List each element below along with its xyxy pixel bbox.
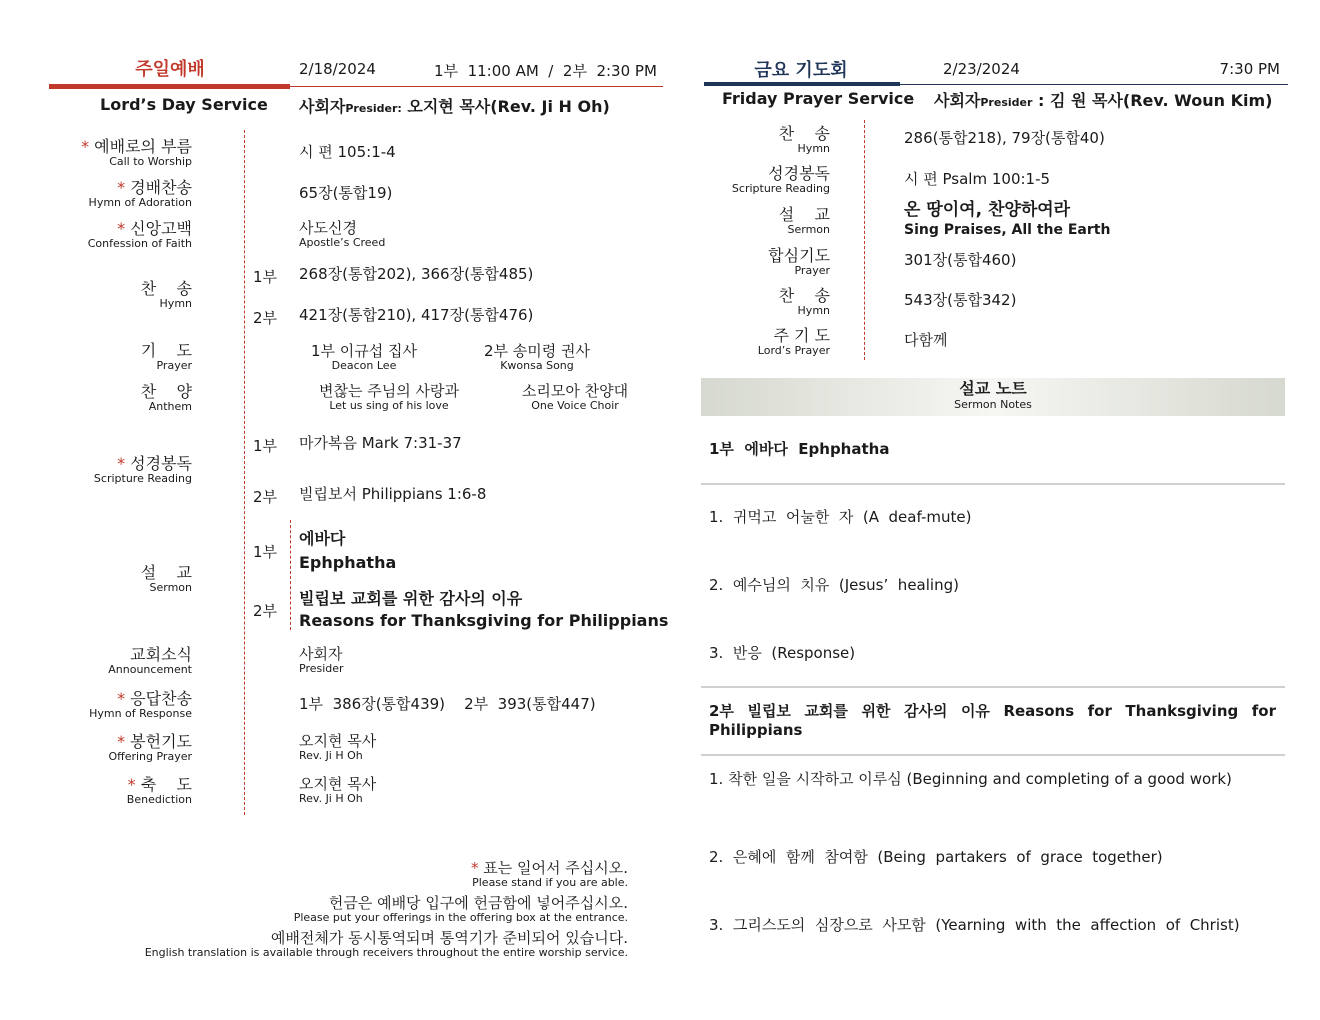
footnote-en: English translation is available through receivers throughout the entire worship service. <box>144 946 628 959</box>
friday-presider <box>934 88 1272 111</box>
note-point: 1. 귀먹고 어눌한 자 (A deaf-mute) <box>709 508 972 526</box>
part-label: 1부 <box>253 437 278 455</box>
order-value: 빌립보서 Philippians 1:6-8 <box>299 485 487 503</box>
order-offering-prayer <box>50 733 192 763</box>
divider <box>701 754 1285 756</box>
footnote-ko: 예배전체가 동시통역되며 통역기가 준비되어 있습니다. <box>270 929 628 947</box>
order-label-ko: 설 교 <box>140 563 192 582</box>
friday-date: 2/23/2024 <box>943 60 1020 78</box>
order-label-en: Lord’s Prayer <box>757 344 830 357</box>
note-point: 2. 은혜에 함께 참여함 (Being partakers of grace together) <box>709 848 1163 866</box>
friday-prayer <box>702 247 830 277</box>
order-value-en: Presider <box>299 662 344 675</box>
divider <box>701 483 1285 485</box>
presider-label-en: Presider: <box>345 102 402 115</box>
footnotes <box>120 859 628 959</box>
footnote-en: Please put your offerings in the offering box at the entrance. <box>293 911 628 924</box>
friday-header-rule <box>900 84 1288 85</box>
order-value <box>299 733 376 762</box>
order-sermon <box>50 564 192 594</box>
order-label-ko: 신앙고백 <box>130 219 192 238</box>
friday-sermon-title <box>904 200 1110 240</box>
order-label-en: Sermon <box>149 581 192 594</box>
order-value: 268장(통합202), 366장(통합485) <box>299 265 534 283</box>
order-prayer <box>50 342 192 372</box>
friday-title-bar <box>704 82 900 86</box>
order-value-en: Deacon Lee <box>331 359 397 372</box>
order-label-en: Prayer <box>794 264 830 277</box>
order-call-to-worship <box>50 138 192 168</box>
sermon-title-ko: 빌립보 교회를 위한 감사의 이유 <box>299 589 523 608</box>
order-label-ko: 합심기도 <box>768 246 830 265</box>
sermon-title-en: Sing Praises, All the Earth <box>904 222 1111 238</box>
sermon-notes-subtitle: Sermon Notes <box>954 398 1032 411</box>
presider-label: 사회자 <box>934 91 981 110</box>
sermon-title-en: Ephphatha <box>299 553 397 572</box>
sermon-2 <box>299 588 668 632</box>
order-label-en: Announcement <box>108 663 192 676</box>
order-value-en: Rev. Ji H Oh <box>299 749 363 762</box>
sermon-notes-title: 설교 노트 <box>959 379 1027 398</box>
order-value-en: Rev. Ji H Oh <box>299 792 363 805</box>
sermon-title-en: Reasons for Thanksgiving for Philippians <box>299 611 669 630</box>
friday-hymn-1 <box>702 125 830 155</box>
order-label-en: Hymn of Adoration <box>88 196 192 209</box>
sermon-title-ko: 에바다 <box>299 529 346 548</box>
part-label: 2부 <box>253 602 278 620</box>
order-hymn-adoration <box>50 179 192 209</box>
note-point: 2. 예수님의 치유 (Jesus’ healing) <box>709 576 959 594</box>
order-value-en: Kwonsa Song <box>500 359 574 372</box>
order-value: 301장(통합460) <box>904 251 1017 269</box>
friday-hymn-2 <box>702 287 830 317</box>
order-value: 286(통합218), 79장(통합40) <box>904 129 1105 147</box>
stand-marker: * <box>117 454 126 473</box>
order-label-en: Prayer <box>156 359 192 372</box>
order-value <box>299 220 385 249</box>
order-label-en: Anthem <box>148 400 192 413</box>
order-announcement <box>50 646 192 676</box>
sunday-title-bar <box>49 84 290 89</box>
note-point: 1. 착한 일을 시작하고 이루심 (Beginning and completing of a good work) <box>709 770 1232 788</box>
order-value-ko: 사회자 <box>299 645 343 663</box>
order-label-ko: 찬 송 <box>778 124 830 143</box>
notes-part1-heading: 1부 에바다 Ephphatha <box>709 440 890 458</box>
presider-name: 오지현 목사(Rev. Ji H Oh) <box>407 97 610 116</box>
order-value-ko: 사도신경 <box>299 219 357 237</box>
stand-marker: * <box>117 219 126 238</box>
order-value-en: Apostle’s Creed <box>299 236 386 249</box>
notes-part2-heading: 2부 빌립보 교회를 위한 감사의 이유 Reasons for Thanksgiving for Philippians <box>709 702 1276 739</box>
friday-time: 7:30 PM <box>1219 60 1280 78</box>
sermon-divider <box>290 520 291 630</box>
order-label-en: Call to Worship <box>109 155 192 168</box>
order-confession <box>50 220 192 250</box>
order-value-ko: 변찮는 주님의 사랑과 <box>319 382 459 400</box>
order-label-en: Hymn of Response <box>89 707 192 720</box>
presider-label-en: Presider <box>980 96 1033 109</box>
order-value-en: One Voice Choir <box>531 399 619 412</box>
stand-marker: * <box>117 732 126 751</box>
part-label: 1부 <box>253 543 278 561</box>
order-label-en: Scripture Reading <box>93 472 192 485</box>
order-label-en: Hymn <box>797 304 830 317</box>
order-label-ko: 기 도 <box>140 341 192 360</box>
order-value: 다함께 <box>904 331 948 349</box>
order-label-ko: 응답찬송 <box>130 689 192 708</box>
order-label-ko: 예배로의 부름 <box>94 137 192 156</box>
order-value: 421장(통합210), 417장(통합476) <box>299 306 534 324</box>
order-label-ko: 주 기 도 <box>773 326 830 345</box>
sunday-date: 2/18/2024 <box>299 60 376 78</box>
footnote-en: Please stand if you are able. <box>472 876 628 889</box>
stand-marker: * <box>127 775 136 794</box>
sunday-header-rule <box>290 86 663 87</box>
order-value: 543장(통합342) <box>904 291 1017 309</box>
order-label-en: Offering Prayer <box>108 750 192 763</box>
stand-marker: * <box>81 137 90 156</box>
order-hymn <box>50 280 192 310</box>
order-value: 마가복음 Mark 7:31-37 <box>299 434 462 452</box>
order-value: 1부 386장(통합439) 2부 393(통합447) <box>299 695 596 713</box>
order-label-ko: 성경봉독 <box>768 164 830 183</box>
order-value: 시 편 105:1-4 <box>299 143 396 161</box>
order-label-ko: 찬 송 <box>778 286 830 305</box>
order-label-ko: 성경봉독 <box>130 454 192 473</box>
part-label: 2부 <box>253 488 278 506</box>
footnote-ko: * 표는 일어서 주십시오. <box>471 859 628 877</box>
order-label-ko: 설 교 <box>778 205 830 224</box>
sunday-times: 1부 11:00 AM / 2부 2:30 PM <box>434 62 657 80</box>
order-label-ko: 찬 양 <box>140 382 192 401</box>
order-value <box>299 646 344 675</box>
order-label-ko: 축 도 <box>140 775 192 794</box>
order-hymn-response <box>50 690 192 720</box>
order-label-en: Sermon <box>787 223 830 236</box>
friday-title: 금요 기도회 <box>754 60 848 81</box>
order-value-ko: 1부 이규섭 집사 <box>310 342 418 360</box>
order-value-en: Let us sing of his love <box>329 399 449 412</box>
sunday-presider <box>299 94 610 117</box>
order-value: 시 편 Psalm 100:1-5 <box>904 170 1051 188</box>
order-label-en: Scripture Reading <box>731 182 830 195</box>
presider-label: 사회자 <box>299 97 346 116</box>
part-label: 2부 <box>253 309 278 327</box>
friday-subtitle: Friday Prayer Service <box>722 89 915 108</box>
order-anthem <box>50 383 192 413</box>
note-point: 3. 반응 (Response) <box>709 644 856 662</box>
order-benediction <box>50 776 192 806</box>
anthem-title <box>299 383 479 412</box>
order-label-en: Confession of Faith <box>87 237 192 250</box>
order-value: 65장(통합19) <box>299 184 393 202</box>
order-label-en: Hymn <box>159 297 192 310</box>
part-label: 1부 <box>253 268 278 286</box>
stand-marker: * <box>471 859 479 877</box>
presider-name: : 김 원 목사(Rev. Woun Kim) <box>1037 91 1273 110</box>
order-label-ko: 봉헌기도 <box>130 732 192 751</box>
stand-marker: * <box>117 178 126 197</box>
note-point: 3. 그리스도의 심장으로 사모함 (Yearning with the affection of Christ) <box>709 916 1240 934</box>
friday-scripture <box>702 165 830 195</box>
friday-divider <box>864 120 865 360</box>
divider <box>701 686 1285 688</box>
sermon-title-ko: 온 땅이여, 찬양하여라 <box>904 200 1071 220</box>
order-label-ko: 경배찬송 <box>130 178 192 197</box>
anthem-choir <box>505 383 645 412</box>
friday-sermon <box>702 206 830 236</box>
prayer-2 <box>472 343 602 372</box>
order-value-ko: 오지현 목사 <box>299 775 377 793</box>
friday-lords-prayer <box>702 327 830 357</box>
order-value-ko: 오지현 목사 <box>299 732 377 750</box>
order-value-ko: 2부 송미령 권사 <box>483 342 591 360</box>
order-label-en: Hymn <box>797 142 830 155</box>
order-label-ko: 교회소식 <box>130 645 192 664</box>
footnote-ko: 헌금은 예배당 입구에 헌금함에 넣어주십시오. <box>328 894 628 912</box>
order-scripture <box>50 455 192 485</box>
order-label-en: Benediction <box>126 793 192 806</box>
order-value-ko: 소리모아 찬양대 <box>521 382 629 400</box>
sermon-notes-band <box>701 378 1285 416</box>
stand-marker: * <box>117 689 126 708</box>
order-label-ko: 찬 송 <box>140 279 192 298</box>
sermon-1 <box>299 527 396 575</box>
sunday-divider <box>244 130 245 815</box>
sunday-subtitle: Lord’s Day Service <box>100 95 268 114</box>
sunday-title: 주일예배 <box>135 59 205 80</box>
prayer-1 <box>299 343 429 372</box>
order-value <box>299 776 376 805</box>
